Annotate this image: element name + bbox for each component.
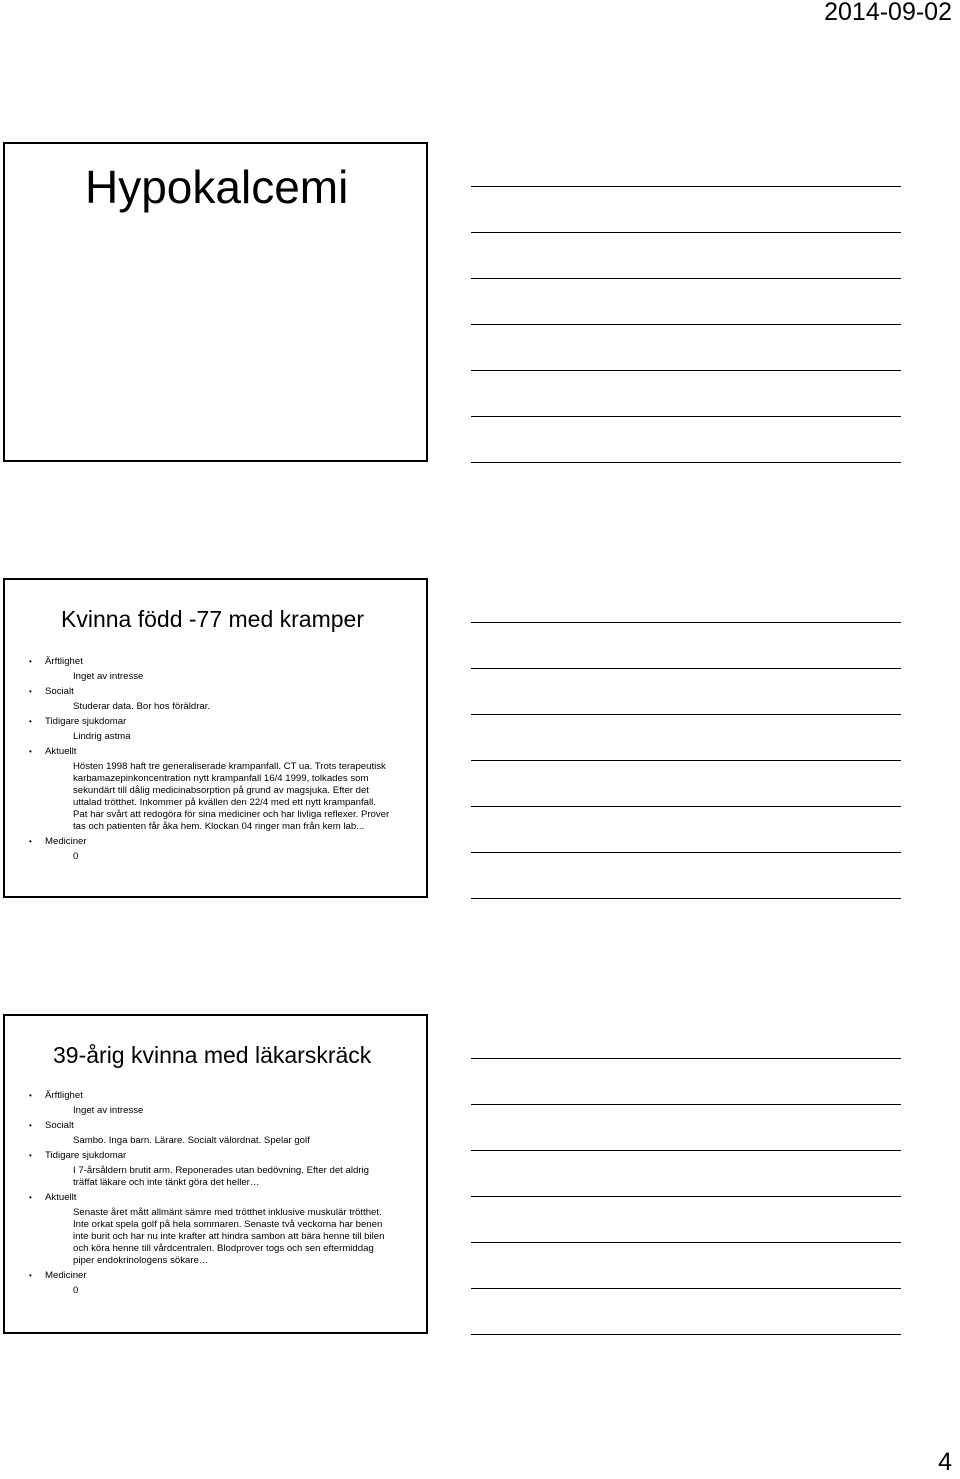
note-line — [471, 324, 901, 325]
section-heading: Ärftlighet — [45, 1090, 83, 1101]
note-line — [471, 278, 901, 279]
note-line — [471, 1104, 901, 1105]
section-detail: Inget av intresse — [73, 671, 144, 682]
page-number: 4 — [938, 1448, 952, 1476]
section-detail: Lindrig astma — [73, 731, 131, 742]
slide-3 — [3, 1014, 428, 1334]
note-line — [471, 1058, 901, 1059]
section-heading: Mediciner — [45, 1270, 87, 1281]
note-line — [471, 898, 901, 899]
bullet-item: • Mediciner — [29, 1270, 87, 1281]
section-detail: Sambo. Inga barn. Lärare. Socialt välordnat. Spelar golf — [73, 1135, 310, 1146]
slide-content — [29, 1090, 406, 1300]
section-heading: Mediciner — [45, 836, 87, 847]
slide-title: Hypokalcemi — [85, 161, 349, 213]
note-line — [471, 1288, 901, 1289]
section-detail: 0 — [73, 851, 79, 862]
note-line — [471, 1334, 901, 1335]
section-heading: Socialt — [45, 1120, 74, 1131]
section-heading: Aktuellt — [45, 1192, 77, 1203]
bullet-item: • Aktuellt — [29, 1192, 77, 1203]
bullet-item: • Tidigare sjukdomar — [29, 1150, 127, 1161]
note-line — [471, 462, 901, 463]
section-detail: Inget av intresse — [73, 1105, 144, 1116]
section-heading: Aktuellt — [45, 746, 77, 757]
note-line — [471, 852, 901, 853]
section-heading: Tidigare sjukdomar — [45, 716, 127, 727]
note-line — [471, 622, 901, 623]
section-detail: Studerar data. Bor hos föräldrar. — [73, 701, 211, 712]
note-line — [471, 416, 901, 417]
slide-title: 39-årig kvinna med läkarskräck — [53, 1042, 372, 1068]
slide-2 — [3, 578, 428, 898]
bullet-item: • Tidigare sjukdomar — [29, 716, 127, 727]
section-detail: Senaste året mått allmänt sämre med trötthet inklusive muskulär trötthet. Inte orkat spela golf på hela sommaren. Senaste två veckorna har benen inte burit och har nu inte krafter att hindra sambon att bära henne till bilen och köra henne till vårdcentralen. Blodprover togs och sen eftermiddag piper endokrinologens sökare… — [73, 1207, 385, 1266]
section-detail: 0 — [73, 1285, 79, 1296]
bullet-item: • Socialt — [29, 686, 74, 697]
header-date: 2014-09-02 — [824, 0, 952, 26]
note-line — [471, 232, 901, 233]
section-heading: Socialt — [45, 686, 74, 697]
note-line — [471, 1196, 901, 1197]
note-line — [471, 714, 901, 715]
slide-title: Kvinna född -77 med kramper — [61, 606, 364, 632]
note-line — [471, 760, 901, 761]
slide-content — [29, 656, 406, 866]
note-line — [471, 668, 901, 669]
bullet-item: • Ärftlighet — [29, 1090, 83, 1101]
bullet-item: • Mediciner — [29, 836, 87, 847]
section-heading: Tidigare sjukdomar — [45, 1150, 127, 1161]
section-detail: I 7-årsåldern brutit arm. Reponerades utan bedövning. Efter det aldrig träffat läkare och inte tänkt göra det heller… — [73, 1165, 369, 1188]
bullet-item: • Ärftlighet — [29, 656, 83, 667]
slide-1 — [3, 142, 428, 462]
bullet-item: • Aktuellt — [29, 746, 77, 757]
note-line — [471, 1242, 901, 1243]
note-line — [471, 186, 901, 187]
bullet-item: • Socialt — [29, 1120, 74, 1131]
section-detail: Hösten 1998 haft tre generaliserade krampanfall. CT ua. Trots terapeutisk karbamazepinkoncentration nytt krampanfall 16/4 1999, tolkades som sekundärt till dålig medicinabsorption på grund av magsjuka. Efter det uttalad trötthet. Inkommer på kvällen den 22/4 med ett nytt krampanfall. Pat har svårt att redogöra för sina mediciner och har livliga reflexer. Prover tas och patienten får åka hem. Klockan 04 ringer man från kem lab... — [73, 761, 390, 832]
note-line — [471, 806, 901, 807]
section-heading: Ärftlighet — [45, 656, 83, 667]
note-line — [471, 370, 901, 371]
note-line — [471, 1150, 901, 1151]
